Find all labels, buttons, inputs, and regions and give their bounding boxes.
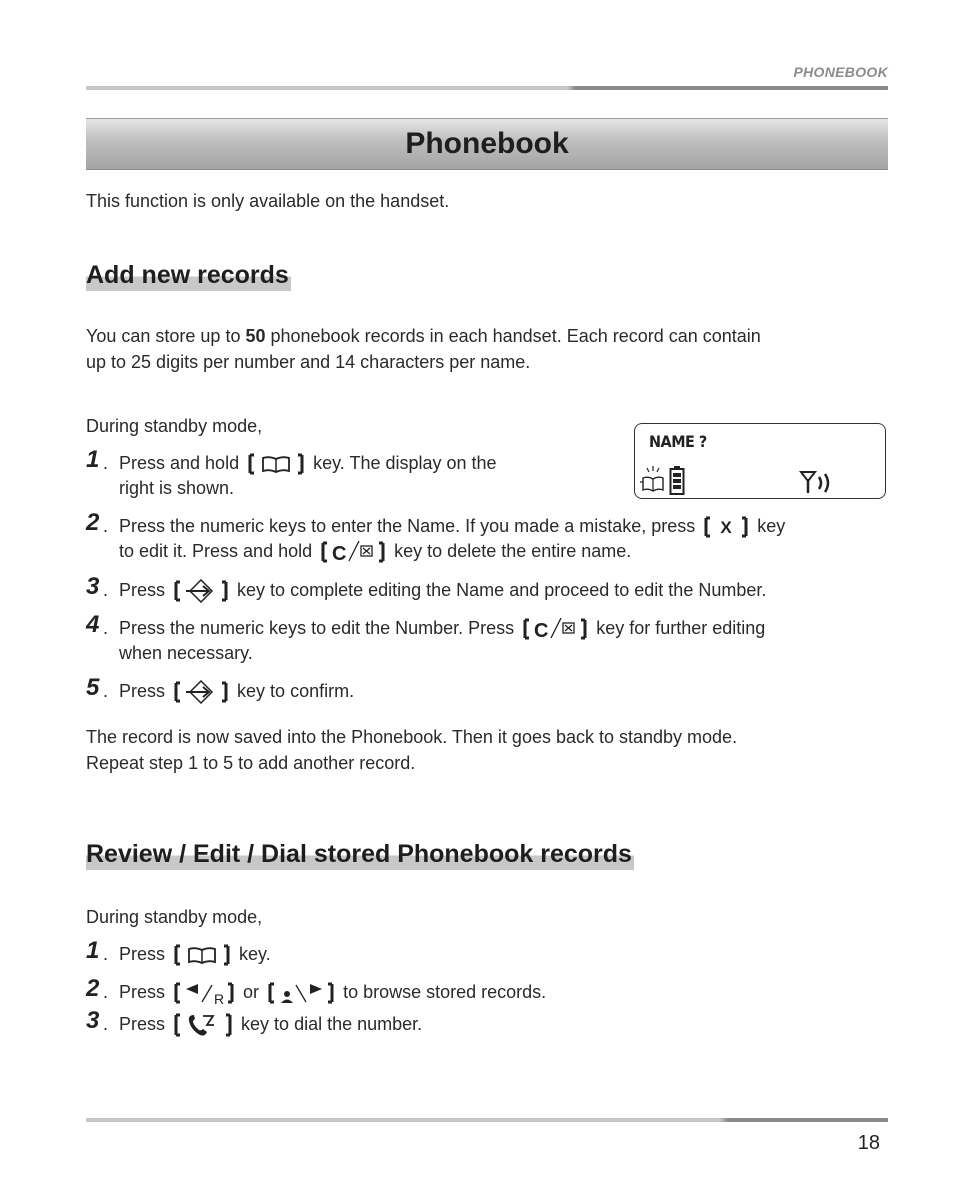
- review-records-heading: Review / Edit / Dial stored Phonebook records: [86, 840, 632, 868]
- add-standby-text: During standby mode,: [86, 416, 263, 436]
- ok-arrow-key-icon: [172, 680, 230, 704]
- phonebook-key-icon: [172, 944, 232, 966]
- footer-rule: [86, 1118, 888, 1122]
- c-clear-key-icon: [319, 541, 387, 563]
- svg-text:X: X: [720, 518, 732, 538]
- header-rule: [86, 86, 888, 90]
- svg-text:C: C: [534, 620, 549, 641]
- add-description: You can store up to 50 phonebook records in each handset. Each record can contain up to 25 digits per number and 14 characters per name.: [86, 326, 761, 372]
- add-step-2: 2 . Press the numeric keys to enter the Name. If you made a mistake, press X key to edit it. Press and hold C key to delete the entire name.: [86, 509, 786, 564]
- phonebook-indicator-icon: [639, 466, 667, 497]
- svg-text:R: R: [214, 991, 225, 1006]
- add-step-5: 5 . Press key to confirm.: [86, 679, 354, 704]
- add-summary: The record is now saved into the Phonebook. Then it goes back to standby mode. Repeat step 1 to 5 to add another record.: [86, 727, 738, 773]
- right-contact-key-icon: [266, 981, 336, 1005]
- review-step-1: 1 . Press key.: [86, 942, 271, 967]
- add-records-heading: Add new records: [86, 261, 289, 289]
- page-number: 18: [857, 1132, 880, 1154]
- running-header: PHONEBOOK: [793, 64, 888, 80]
- battery-icon: [669, 466, 685, 501]
- review-standby-text: During standby mode,: [86, 907, 263, 927]
- title-bar: [86, 118, 888, 170]
- x-key-icon: [702, 516, 750, 538]
- c-clear-key-icon: [521, 618, 589, 640]
- signal-icon: [799, 469, 839, 500]
- add-step-1: 1 . Press and hold key. The display on the right is shown.: [86, 446, 497, 498]
- ok-arrow-key-icon: [172, 579, 230, 603]
- review-step-2: 2 . Press R or to browse stored records.: [86, 975, 547, 1006]
- talk-key-icon: [172, 1012, 234, 1038]
- svg-text:C: C: [332, 543, 347, 564]
- review-step-3: 3 . Press key to dial the number.: [86, 1012, 422, 1038]
- phonebook-key-icon: [246, 453, 306, 475]
- left-redial-key-icon: [172, 981, 236, 1005]
- intro-text: This function is only available on the handset.: [86, 191, 450, 211]
- lcd-name-prompt: NAME ?: [649, 432, 707, 451]
- lcd-display: [634, 423, 886, 499]
- add-step-4: 4 . Press the numeric keys to edit the Number. Press C key for further editing when necessary.: [86, 611, 766, 663]
- add-step-3: 3 . Press key to complete editing the Name and proceed to edit the Number.: [86, 578, 766, 603]
- page-title: Phonebook: [405, 127, 569, 160]
